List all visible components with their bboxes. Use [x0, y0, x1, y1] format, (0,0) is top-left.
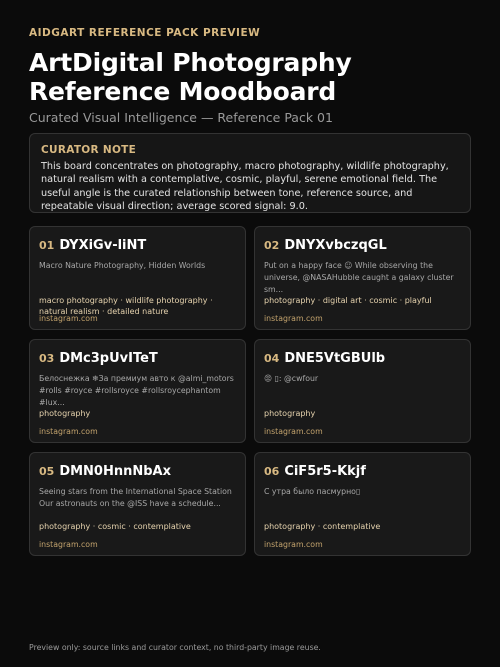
- card-number: 04: [264, 352, 280, 365]
- card-number: 05: [39, 465, 55, 478]
- card-code: DNE5VtGBUlb: [284, 351, 386, 366]
- card-description: 😡 ▯: @cwfour: [264, 374, 319, 383]
- card-source-link[interactable]: instagram.com: [264, 540, 323, 549]
- card-code: DMc3pUvITeT: [59, 351, 158, 366]
- page-title: ArtDigital Photography Reference Moodboard: [29, 48, 352, 106]
- card-code: CiF5r5-Kkjf: [284, 464, 366, 479]
- reference-card[interactable]: [254, 339, 471, 443]
- card-source-link[interactable]: instagram.com: [39, 314, 98, 323]
- reference-card[interactable]: [254, 226, 471, 330]
- card-description: С утра было пасмурно▯: [264, 487, 361, 496]
- card-source-link[interactable]: instagram.com: [264, 427, 323, 436]
- curator-note-text: This board concentrates on photography, macro photography, wildlife photography, natural realism with a contemplative, cosmic, playful, serene emotional field. The useful angle is the curated relationship between tone, reference source, and repeatable visual direction; average scored signal: 9.0.: [41, 161, 449, 212]
- reference-card[interactable]: [29, 452, 246, 556]
- curator-note-heading: CURATOR NOTE: [41, 144, 137, 156]
- card-number: 01: [39, 239, 55, 252]
- card-code: DNYXvbczqGL: [284, 238, 387, 253]
- card-source-link[interactable]: instagram.com: [39, 540, 98, 549]
- card-tags: macro photography · wildlife photography · natural realism · detailed nature: [39, 296, 213, 316]
- card-description: Seeing stars from the International Space Station Our astronauts on the @ISS have a schedule...: [39, 487, 232, 508]
- card-description: Белоснежка ❄За премиум авто к @almi_motors #rolls #royce #rollsroyce #rollsroycephantom #lux...: [39, 374, 234, 407]
- card-tags: photography · contemplative: [264, 522, 381, 531]
- card-number: 06: [264, 465, 280, 478]
- card-tags: photography: [39, 409, 91, 418]
- card-tags: photography · cosmic · contemplative: [39, 522, 191, 531]
- card-number: 03: [39, 352, 55, 365]
- footer-disclaimer: Preview only: source links and curator context, no third-party image reuse.: [29, 643, 321, 652]
- page-subtitle: Curated Visual Intelligence — Reference Pack 01: [29, 110, 333, 125]
- card-description: Macro Nature Photography, Hidden Worlds: [39, 261, 206, 270]
- card-code: DMN0HnnNbAx: [59, 464, 171, 479]
- card-source-link[interactable]: instagram.com: [264, 314, 323, 323]
- reference-card[interactable]: [254, 452, 471, 556]
- pack-kicker: AIDGART REFERENCE PACK PREVIEW: [29, 27, 261, 39]
- reference-card[interactable]: [29, 226, 246, 330]
- card-description: Put on a happy face ☺ While observing the universe, @NASAHubble caught a galaxy cluster sm...: [264, 261, 454, 294]
- card-number: 02: [264, 239, 280, 252]
- header: [29, 26, 471, 126]
- reference-card[interactable]: [29, 339, 246, 443]
- curator-note: [29, 133, 471, 213]
- card-tags: photography · digital art · cosmic · playful: [264, 296, 432, 305]
- card-source-link[interactable]: instagram.com: [39, 427, 98, 436]
- card-code: DYXiGv-liNT: [59, 238, 147, 253]
- card-tags: photography: [264, 409, 316, 418]
